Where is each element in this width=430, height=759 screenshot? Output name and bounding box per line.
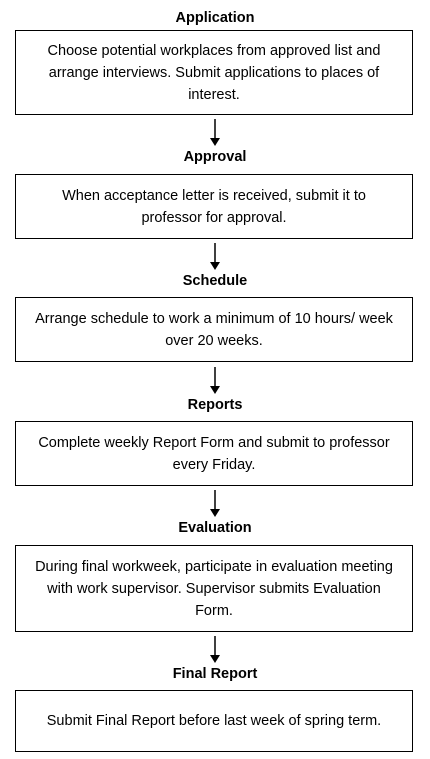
step-text-reports: Complete weekly Report Form and submit to professor every Friday. (38, 434, 390, 473)
step-text-evaluation: During final workweek, participate in evaluation meeting with work supervisor. Supervisor submits Evaluation Form. (35, 558, 393, 619)
step-text-schedule: Arrange schedule to work a minimum of 10 hours/ week over 20 weeks. (35, 310, 393, 349)
step-box-approval (15, 174, 413, 239)
step-text-approval: When acceptance letter is received, submit it to professor for approval. (62, 187, 366, 226)
step-title-application: Application (175, 10, 255, 26)
step-title-schedule: Schedule (182, 273, 248, 289)
arrow-down-icon (208, 243, 222, 271)
step-text-final-report: Submit Final Report before last week of spring term. (46, 713, 382, 729)
step-box-evaluation (15, 545, 413, 632)
step-title-approval: Approval (183, 149, 247, 165)
arrow-down-icon (208, 490, 222, 518)
step-box-application (15, 30, 413, 115)
step-box-final-report (15, 690, 413, 752)
arrow-down-icon (208, 636, 222, 664)
step-title-reports: Reports (187, 397, 243, 413)
step-box-reports (15, 421, 413, 486)
step-box-schedule (15, 297, 413, 362)
arrow-down-icon (208, 367, 222, 395)
arrow-down-icon (208, 119, 222, 147)
step-title-evaluation: Evaluation (178, 520, 252, 536)
step-text-application: Choose potential workplaces from approved list and arrange interviews. Submit applications to places of interest. (47, 42, 381, 103)
step-title-final-report: Final Report (172, 666, 258, 682)
